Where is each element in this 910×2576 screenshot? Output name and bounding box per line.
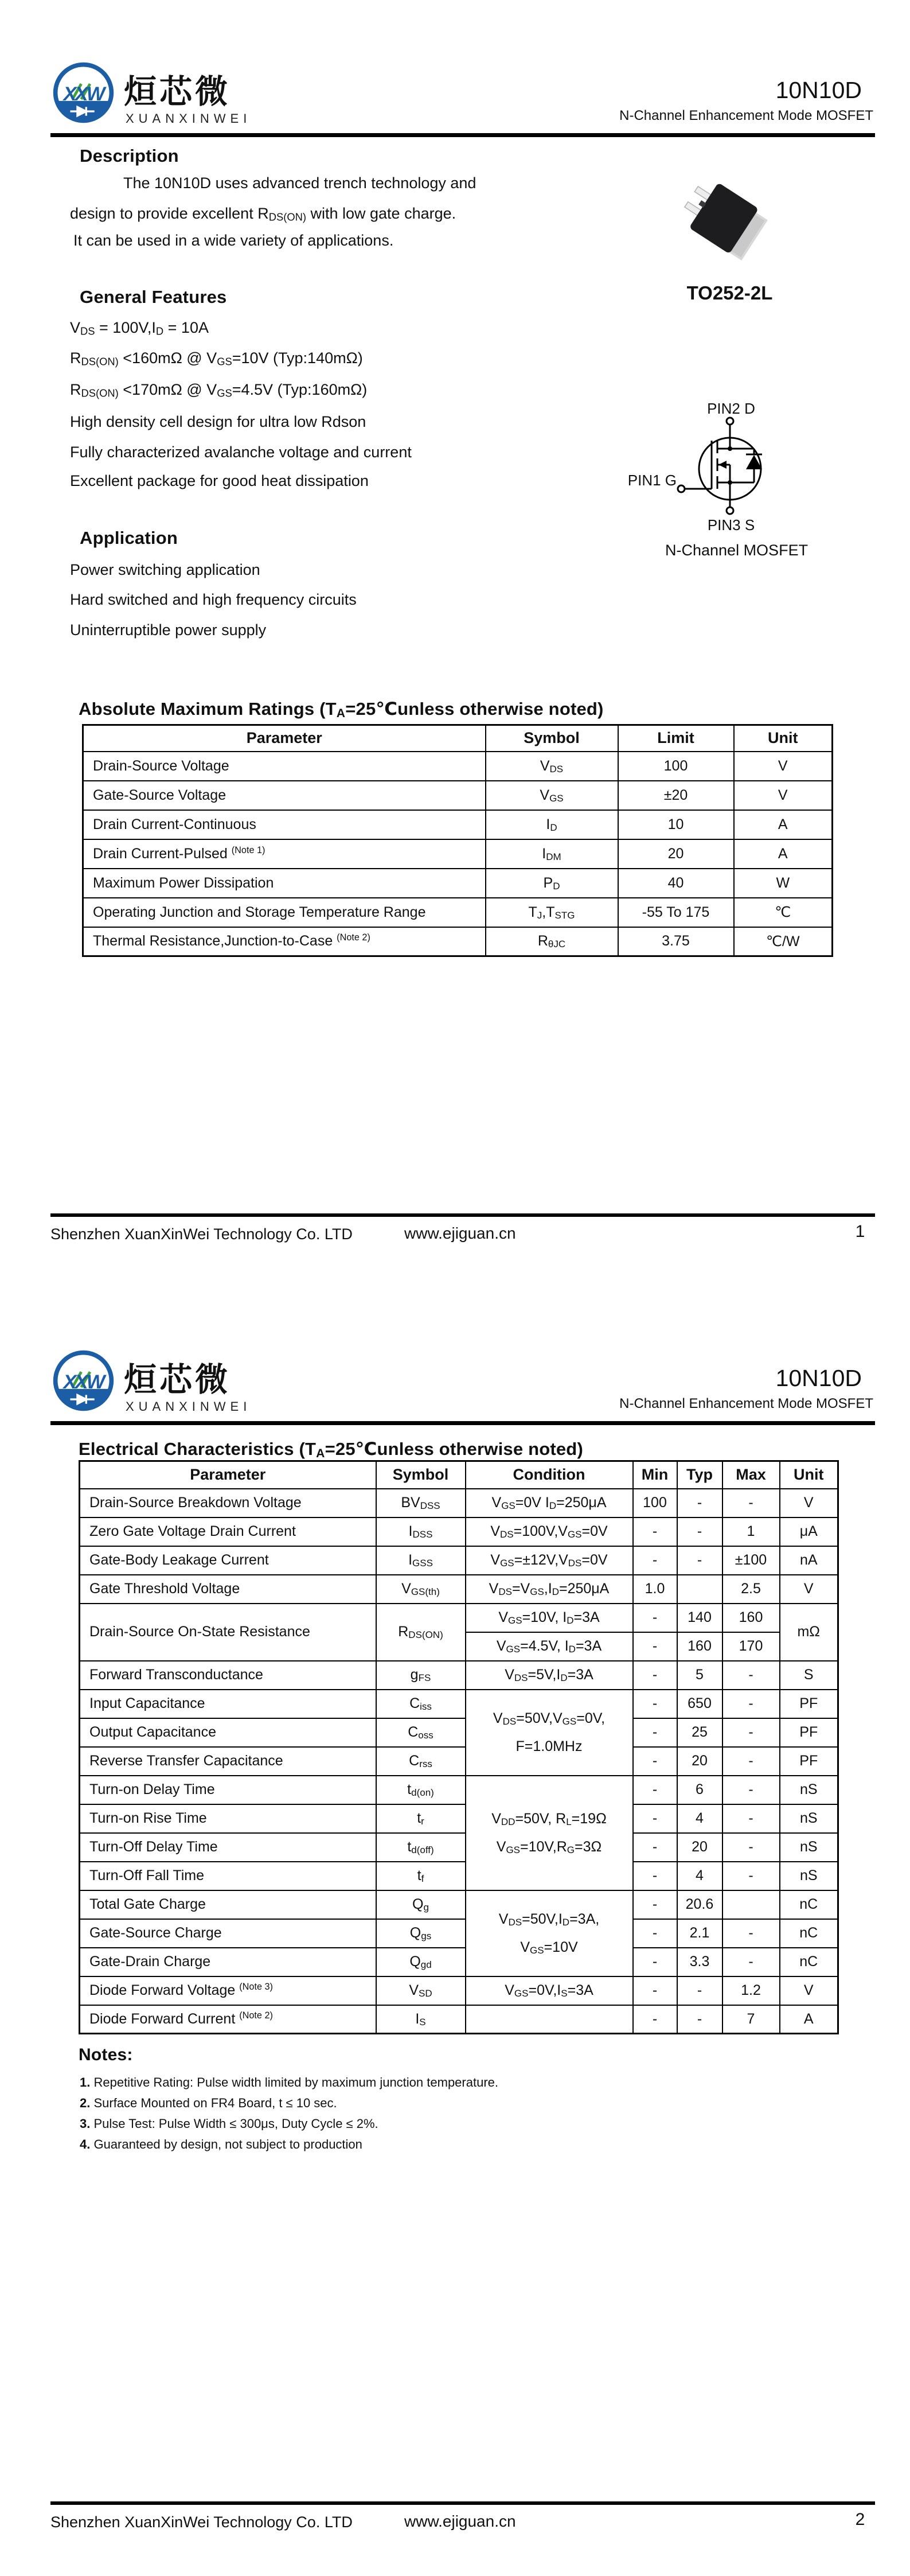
table-row: [83, 869, 833, 898]
ec-condition: $V_{GS}=0V$ $I_D=250\mu A$: [466, 1489, 633, 1517]
logo-cjk-text: 烜芯微: [124, 1361, 231, 1398]
table-row: [83, 927, 833, 956]
ec-condition-line: F=1.0MHz: [515, 1738, 583, 1754]
ec-min: -: [633, 1776, 677, 1804]
ec-typ: 20: [677, 1747, 722, 1776]
table-row: [80, 1575, 838, 1604]
feature-line: Excellent package for good heat dissipation: [70, 472, 369, 489]
package-photo: [679, 181, 777, 270]
note-number: 4.: [80, 2137, 91, 2151]
ec-condition: $V_{GS}=\pm 12V,V_{DS}=0V$: [466, 1546, 633, 1575]
header-rule: [50, 1421, 875, 1425]
table-row: [80, 1948, 838, 1976]
ec-parameter: Drain-Source On-State Resistance: [80, 1604, 376, 1661]
ec-max: -: [722, 1747, 780, 1776]
ec-header-unit: Unit: [780, 1461, 838, 1489]
ec-condition: $V_{DS}=100V,V_{GS}=0V$: [466, 1517, 633, 1546]
note-item: [80, 2096, 337, 2111]
ec-condition: $V_{DS}=5V,I_D=3A$: [466, 1661, 633, 1690]
part-number: 10N10D: [775, 77, 862, 103]
ec-max: 170: [722, 1632, 780, 1661]
note-text: Pulse Test: Pulse Width ≤ 300μs, Duty Cycle ≤ 2%.: [90, 2116, 378, 2131]
ec-header-min: Min: [633, 1461, 677, 1489]
table-row: [80, 1517, 838, 1546]
ec-symbol: $t_{d(off)}$: [376, 1833, 466, 1862]
ec-typ: 140: [677, 1604, 722, 1632]
feature-line: $V_{DS} = 100V,I_D = 10A$: [70, 319, 209, 337]
ec-symbol: $C_{oss}$: [376, 1718, 466, 1747]
ec-min: 100: [633, 1489, 677, 1517]
footer-website-link[interactable]: www.ejiguan.cn: [404, 1224, 516, 1242]
ec-unit: mΩ: [780, 1604, 838, 1661]
application-line: Hard switched and high frequency circuits: [70, 591, 357, 608]
pin3-source-label: PIN3 S: [707, 516, 755, 534]
ec-typ: 5: [677, 1661, 722, 1690]
ec-max: -: [722, 1489, 780, 1517]
table-row: [83, 810, 833, 839]
ec-typ: 20.6: [677, 1890, 722, 1919]
table-row: [80, 1661, 838, 1690]
ec-max: 7: [722, 2005, 780, 2034]
ec-min: -: [633, 1546, 677, 1575]
page-number: 2: [855, 2510, 865, 2529]
ec-max: -: [722, 1776, 780, 1804]
ec-min: -: [633, 1604, 677, 1632]
note-item: [80, 2137, 362, 2152]
ec-min: -: [633, 1804, 677, 1833]
table-row: [80, 1489, 838, 1517]
notes-heading: Notes:: [79, 2045, 133, 2064]
note-item: [80, 2075, 498, 2090]
amr-unit: W: [734, 869, 833, 898]
table-row: [80, 1919, 838, 1948]
ec-max: -: [722, 1690, 780, 1718]
ec-min: -: [633, 1862, 677, 1890]
amr-header-row: [83, 725, 833, 752]
ec-typ: 6: [677, 1776, 722, 1804]
ec-typ: -: [677, 1546, 722, 1575]
ec-max: ±100: [722, 1546, 780, 1575]
ec-unit: PF: [780, 1718, 838, 1747]
table-row: [80, 1546, 838, 1575]
ec-condition: [466, 1776, 633, 1890]
ec-header-typ: Typ: [677, 1461, 722, 1489]
feature-line: High density cell design for ultra low Rdson: [70, 413, 366, 430]
ec-unit: A: [780, 2005, 838, 2034]
ec-max: -: [722, 1718, 780, 1747]
ec-condition-line: $V_{DS}=50V,V_{GS}=0V$,: [493, 1710, 606, 1727]
table-row: [83, 839, 833, 869]
amr-symbol: $I_{DM}$: [486, 839, 618, 869]
ec-min: -: [633, 1919, 677, 1948]
application-heading: Application: [80, 528, 178, 548]
package-name: TO252-2L: [686, 282, 773, 303]
ec-typ: -: [677, 1517, 722, 1546]
ec-parameter: Turn-on Delay Time: [80, 1776, 376, 1804]
ec-symbol: $I_{DSS}$: [376, 1517, 466, 1546]
ec-table: [79, 1460, 839, 2034]
features-heading: General Features: [80, 287, 227, 307]
mosfet-symbol-caption: N-Channel MOSFET: [665, 542, 809, 559]
ec-unit: nC: [780, 1919, 838, 1948]
ec-symbol: $Q_g$: [376, 1890, 466, 1919]
footer-company: Shenzhen XuanXinWei Technology Co. LTD: [50, 2513, 353, 2531]
ec-unit: μA: [780, 1517, 838, 1546]
amr-limit: 20: [618, 839, 734, 869]
ec-max: 160: [722, 1604, 780, 1632]
ec-min: -: [633, 1833, 677, 1862]
table-row: [80, 1747, 838, 1776]
ec-parameter: Drain-Source Breakdown Voltage: [80, 1489, 376, 1517]
table-row: [80, 1804, 838, 1833]
svg-text:XXW: XXW: [63, 1371, 104, 1393]
amr-symbol: $I_D$: [486, 810, 618, 839]
note-number: 3.: [80, 2116, 91, 2131]
ec-parameter: Reverse Transfer Capacitance: [80, 1747, 376, 1776]
logo-latin-text: XUANXINWEI: [126, 1399, 252, 1414]
ec-min: -: [633, 1718, 677, 1747]
ec-min: -: [633, 1976, 677, 2005]
pin2-drain-label: PIN2 D: [707, 400, 755, 417]
description-line: design to provide excellent $R_{DS(ON)}$ with low gate charge.: [70, 205, 456, 223]
ec-unit: PF: [780, 1747, 838, 1776]
ec-parameter: Turn-on Rise Time: [80, 1804, 376, 1833]
ec-parameter: Output Capacitance: [80, 1718, 376, 1747]
ec-header-condition: Condition: [466, 1461, 633, 1489]
mosfet-symbol-diagram: [650, 413, 810, 522]
ec-parameter: Forward Transconductance: [80, 1661, 376, 1690]
ec-parameter: Diode Forward Voltage $^{(Note 3)}$: [80, 1976, 376, 2005]
ec-max: 1: [722, 1517, 780, 1546]
ec-symbol: $V_{GS(th)}$: [376, 1575, 466, 1604]
ec-symbol: $t_{d(on)}$: [376, 1776, 466, 1804]
note-text: Surface Mounted on FR4 Board, t ≤ 10 sec.: [90, 2096, 337, 2110]
ec-condition: [466, 1690, 633, 1776]
amr-unit: ℃: [734, 898, 833, 927]
ec-condition-line: $V_{GS}=10V$: [520, 1939, 578, 1956]
ec-max: 2.5: [722, 1575, 780, 1604]
footer-website-link[interactable]: www.ejiguan.cn: [404, 2512, 516, 2530]
table-row: [83, 781, 833, 810]
ec-symbol: $BV_{DSS}$: [376, 1489, 466, 1517]
description-line: The 10N10D uses advanced trench technology and: [123, 174, 477, 192]
amr-parameter: Drain Current-Continuous: [83, 810, 486, 839]
ec-unit: PF: [780, 1690, 838, 1718]
amr-symbol: $R_{\theta JC}$: [486, 927, 618, 956]
note-text: Guaranteed by design, not subject to production: [90, 2137, 362, 2151]
ec-header-max: Max: [722, 1461, 780, 1489]
amr-unit: ℃/W: [734, 927, 833, 956]
amr-limit: 10: [618, 810, 734, 839]
ec-min: -: [633, 1517, 677, 1546]
ec-parameter: Diode Forward Current $^{(Note 2)}$: [80, 2005, 376, 2034]
ec-unit: nS: [780, 1862, 838, 1890]
ec-max: 1.2: [722, 1976, 780, 2005]
amr-header-symbol: Symbol: [486, 725, 618, 752]
ec-condition: $V_{GS}=10V$, $I_D=3A$: [466, 1604, 633, 1632]
amr-header-parameter: Parameter: [83, 725, 486, 752]
ec-unit: V: [780, 1489, 838, 1517]
ec-typ: 4: [677, 1862, 722, 1890]
ec-typ: [677, 1575, 722, 1604]
amr-symbol: $V_{GS}$: [486, 781, 618, 810]
amr-heading: Absolute Maximum Ratings ($T_A=25℃unless$ otherwise noted): [79, 699, 604, 720]
header-rule: [50, 133, 875, 137]
table-row: [80, 1890, 838, 1919]
ec-header-symbol: Symbol: [376, 1461, 466, 1489]
amr-unit: A: [734, 839, 833, 869]
ec-max: -: [722, 1919, 780, 1948]
ec-max: -: [722, 1862, 780, 1890]
footer-company: Shenzhen XuanXinWei Technology Co. LTD: [50, 1225, 353, 1243]
amr-unit: A: [734, 810, 833, 839]
ec-symbol: $Q_{gs}$: [376, 1919, 466, 1948]
ec-unit: nA: [780, 1546, 838, 1575]
table-row: [83, 752, 833, 781]
ec-parameter: Zero Gate Voltage Drain Current: [80, 1517, 376, 1546]
ec-symbol: $g_{FS}$: [376, 1661, 466, 1690]
ec-typ: -: [677, 1976, 722, 2005]
datasheet-page-2: [0, 1288, 910, 2576]
table-row: [80, 1862, 838, 1890]
ec-parameter: Total Gate Charge: [80, 1890, 376, 1919]
ec-min: -: [633, 1690, 677, 1718]
ec-condition-line: $V_{DD}=50V$, $R_L=19\Omega$: [491, 1810, 607, 1827]
ec-min: -: [633, 1632, 677, 1661]
amr-unit: V: [734, 752, 833, 781]
amr-symbol: $P_D$: [486, 869, 618, 898]
note-number: 2.: [80, 2096, 91, 2110]
ec-header-row: [80, 1461, 838, 1489]
table-row: [80, 1718, 838, 1747]
ec-unit: nC: [780, 1948, 838, 1976]
feature-line: $R_{DS(ON)} <170m\Omega$ @ $V_{GS}=4.5V$ (Typ:160mΩ): [70, 381, 368, 399]
part-number: 10N10D: [775, 1365, 862, 1391]
ec-min: -: [633, 2005, 677, 2034]
ec-typ: 650: [677, 1690, 722, 1718]
ec-min: -: [633, 1890, 677, 1919]
ec-parameter: Gate Threshold Voltage: [80, 1575, 376, 1604]
amr-parameter: Maximum Power Dissipation: [83, 869, 486, 898]
ec-parameter: Input Capacitance: [80, 1690, 376, 1718]
feature-line: $R_{DS(ON)} <160m\Omega$ @ $V_{GS}=10V$ (Typ:140mΩ): [70, 349, 363, 368]
ec-unit: nS: [780, 1776, 838, 1804]
ec-symbol: $Q_{gd}$: [376, 1948, 466, 1976]
ec-typ: 4: [677, 1804, 722, 1833]
ec-symbol: $I_S$: [376, 2005, 466, 2034]
ec-min: -: [633, 1747, 677, 1776]
amr-parameter: Thermal Resistance,Junction-to-Case $^{(Note 2)}$: [83, 927, 486, 956]
ec-heading: Electrical Characteristics ($T_A=25℃unless$ otherwise noted): [79, 1439, 583, 1460]
ec-typ: 160: [677, 1632, 722, 1661]
pin1-gate-label: PIN1 G: [627, 472, 677, 489]
amr-limit: 3.75: [618, 927, 734, 956]
amr-limit: ±20: [618, 781, 734, 810]
svg-text:XXW: XXW: [63, 83, 104, 105]
part-subtitle: N-Channel Enhancement Mode MOSFET: [619, 108, 873, 123]
ec-typ: 2.1: [677, 1919, 722, 1948]
note-text: Repetitive Rating: Pulse width limited by maximum junction temperature.: [90, 2075, 498, 2089]
ec-max: -: [722, 1948, 780, 1976]
ec-condition: $V_{DS}=V_{GS},I_D=250\mu A$: [466, 1575, 633, 1604]
ec-symbol: $t_f$: [376, 1862, 466, 1890]
ec-condition: [466, 1890, 633, 1976]
ec-parameter: Gate-Source Charge: [80, 1919, 376, 1948]
logo-cjk-text: 烜芯微: [124, 73, 231, 110]
ec-symbol: $t_r$: [376, 1804, 466, 1833]
note-item: [80, 2116, 378, 2131]
amr-header-unit: Unit: [734, 725, 833, 752]
ec-unit: nS: [780, 1833, 838, 1862]
ec-max: -: [722, 1804, 780, 1833]
table-row: [80, 1690, 838, 1718]
ec-typ: 20: [677, 1833, 722, 1862]
amr-table: [82, 724, 833, 957]
ec-unit: nC: [780, 1890, 838, 1919]
amr-limit: 40: [618, 869, 734, 898]
amr-parameter: Drain Current-Pulsed $^{(Note 1)}$: [83, 839, 486, 869]
application-line: Power switching application: [70, 561, 260, 578]
ec-min: -: [633, 1948, 677, 1976]
ec-typ: -: [677, 2005, 722, 2034]
ec-condition: [466, 2005, 633, 2034]
amr-limit: -55 To 175: [618, 898, 734, 927]
ec-symbol: $V_{SD}$: [376, 1976, 466, 2005]
ec-condition: $V_{GS}=0V,I_S=3A$: [466, 1976, 633, 2005]
page-number: 1: [855, 1222, 865, 1241]
ec-condition-line: $V_{GS}=10V,R_G=3\Omega$: [496, 1838, 602, 1855]
amr-parameter: Drain-Source Voltage: [83, 752, 486, 781]
footer-rule: [50, 2501, 875, 2505]
ec-typ: 3.3: [677, 1948, 722, 1976]
ec-max: -: [722, 1833, 780, 1862]
table-row: [83, 898, 833, 927]
application-line: Uninterruptible power supply: [70, 621, 267, 639]
part-subtitle: N-Channel Enhancement Mode MOSFET: [619, 1396, 873, 1411]
logo-latin-text: XUANXINWEI: [126, 111, 252, 126]
amr-unit: V: [734, 781, 833, 810]
company-logo-icon: [50, 1348, 116, 1414]
ec-min: 1.0: [633, 1575, 677, 1604]
ec-condition: $V_{GS}=4.5V$, $I_D=3A$: [466, 1632, 633, 1661]
ec-max: [722, 1890, 780, 1919]
ec-min: -: [633, 1661, 677, 1690]
ec-parameter: Turn-Off Fall Time: [80, 1862, 376, 1890]
ec-unit: S: [780, 1661, 838, 1690]
ec-symbol: $R_{DS(ON)}$: [376, 1604, 466, 1661]
ec-unit: nS: [780, 1804, 838, 1833]
description-heading: Description: [80, 146, 179, 166]
ec-typ: -: [677, 1489, 722, 1517]
feature-line: Fully characterized avalanche voltage and current: [70, 443, 412, 461]
description-line: It can be used in a wide variety of applications.: [73, 232, 394, 249]
table-row: [80, 2005, 838, 2034]
amr-symbol: $T_J,T_{STG}$: [486, 898, 618, 927]
ec-symbol: $I_{GSS}$: [376, 1546, 466, 1575]
ec-typ: 25: [677, 1718, 722, 1747]
ec-unit: V: [780, 1575, 838, 1604]
ec-parameter: Gate-Body Leakage Current: [80, 1546, 376, 1575]
table-row: [80, 1976, 838, 2005]
amr-symbol: $V_{DS}$: [486, 752, 618, 781]
ec-condition-line: $V_{DS}=50V,I_D=3A$,: [498, 1910, 600, 1928]
ec-max: -: [722, 1661, 780, 1690]
amr-limit: 100: [618, 752, 734, 781]
footer-rule: [50, 1213, 875, 1217]
table-row: [80, 1776, 838, 1804]
amr-header-limit: Limit: [618, 725, 734, 752]
amr-parameter: Operating Junction and Storage Temperature Range: [83, 898, 486, 927]
ec-parameter: Turn-Off Delay Time: [80, 1833, 376, 1862]
ec-parameter: Gate-Drain Charge: [80, 1948, 376, 1976]
amr-parameter: Gate-Source Voltage: [83, 781, 486, 810]
ec-symbol: $C_{iss}$: [376, 1690, 466, 1718]
note-number: 1.: [80, 2075, 91, 2089]
ec-symbol: $C_{rss}$: [376, 1747, 466, 1776]
ec-header-parameter: Parameter: [80, 1461, 376, 1489]
company-logo-icon: [50, 60, 116, 126]
ec-unit: V: [780, 1976, 838, 2005]
table-row: [80, 1604, 838, 1632]
table-row: [80, 1833, 838, 1862]
